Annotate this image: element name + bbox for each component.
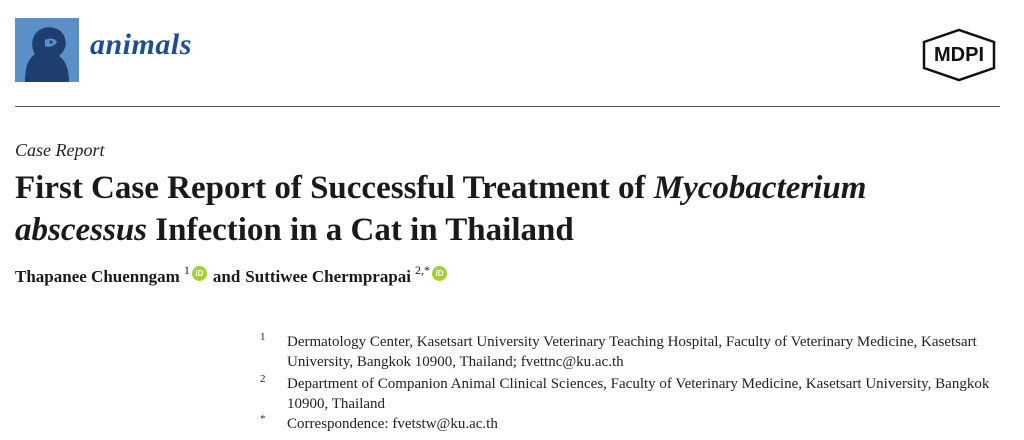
title-italic-2: abscessus — [15, 212, 148, 248]
affiliation-text: Department of Companion Animal Clinical Sciences, Faculty of Veterinary Medicine, Kasetsart University, Bangkok 10900, Thailand — [287, 376, 990, 412]
journal-logo — [15, 18, 79, 82]
title-italic-1: Mycobacterium — [653, 170, 867, 206]
author-list — [15, 262, 453, 287]
affiliation-mark: 2 — [260, 373, 266, 385]
author-affiliation-mark: 1 — [183, 262, 190, 277]
author-name: Suttiwee Chermprapai — [245, 267, 412, 286]
affiliation-text: Dermatology Center, Kasetsart University Veterinary Teaching Hospital, Faculty of Veterinary Medicine, Kasetsart University, Bangkok 10900, Thailand; fvettnc@ku.ac.th — [287, 334, 977, 370]
orcid-icon[interactable]: iD — [192, 266, 207, 281]
article-type: Case Report — [15, 140, 105, 160]
title-part-2: Infection in a Cat in Thailand — [147, 212, 574, 248]
affiliation-mark: * — [260, 413, 266, 425]
article-title — [15, 167, 1000, 251]
correspondence-text: Correspondence: fvetstw@ku.ac.th — [287, 416, 498, 432]
publisher-logo — [918, 28, 1000, 82]
gorilla-icon — [15, 18, 79, 82]
orcid-icon[interactable]: iD — [432, 266, 447, 281]
author-separator: and — [212, 267, 241, 286]
author-name: Thapanee Chuenngam — [15, 267, 180, 286]
author-affiliation-mark: 2,* — [415, 262, 431, 277]
publisher-name: MDPI — [934, 44, 984, 66]
affiliation-mark: 1 — [260, 331, 266, 343]
journal-name: animals — [90, 28, 192, 61]
title-part-1: First Case Report of Successful Treatment of — [15, 170, 654, 206]
header-divider — [15, 106, 1000, 107]
